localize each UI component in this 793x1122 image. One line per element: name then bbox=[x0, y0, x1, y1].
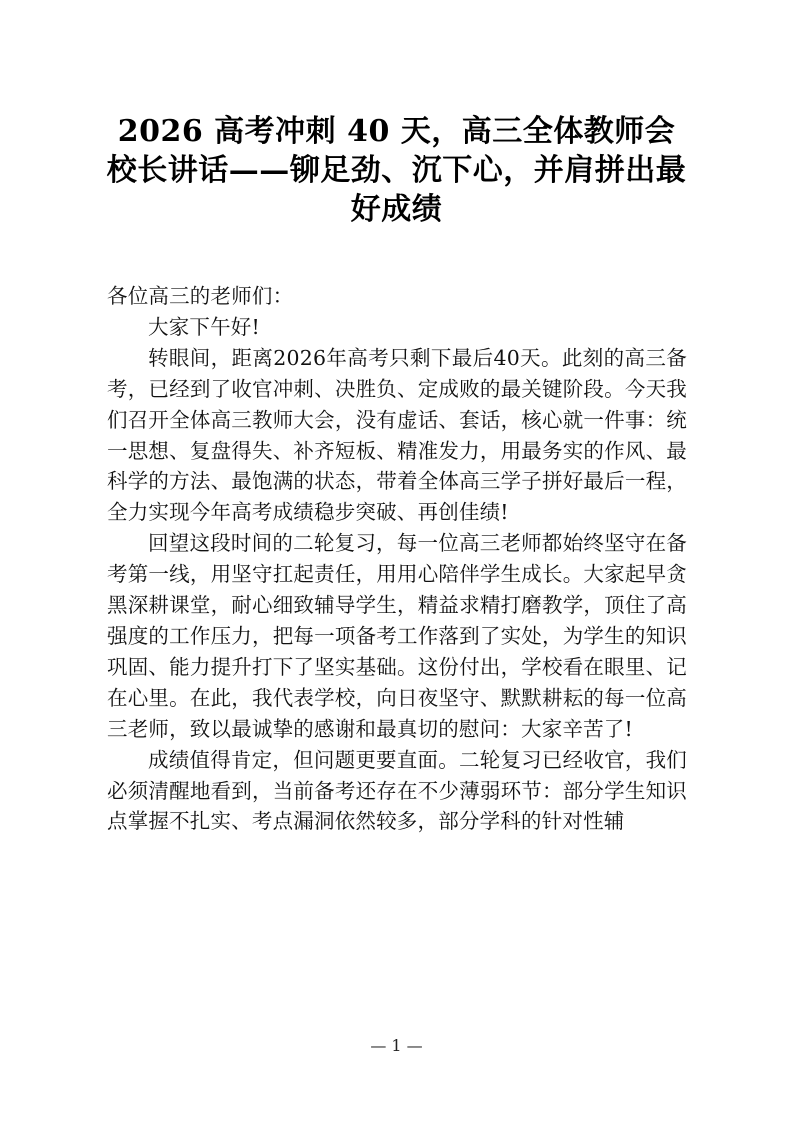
paragraph-greeting: 大家下午好! bbox=[148, 314, 260, 339]
paragraph-problems: 成绩值得肯定，但问题更要直面。二轮复习已经收官，我们必须清醒地看到，当前备考还存在不少薄弱环节：部分学生知识点掌握不扎实、考点漏洞依然较多，部分学科的针对性辅 bbox=[107, 747, 687, 834]
salutation: 各位高三的老师们： bbox=[107, 284, 294, 308]
paragraph-review: 回望这段时间的二轮复习，每一位高三老师都始终坚守在备考第一线，用坚守扛起责任，用用心陪伴学生成长。大家起早贪黑深耕课堂，耐心细致辅导学生，精益求精打磨教学，顶住了高强度的工作压力，把每一项备考工作落到了实处，为学生的知识巩固、能力提升打下了坚实基础。这份付出，学校看在眼里、记在心里。在此，我代表学校，向日夜坚守、默默耕耘的每一位高三老师，致以最诚挚的感谢和最真切的慰问：大家辛苦了! bbox=[107, 531, 687, 741]
page-number: — 1 — bbox=[370, 1036, 423, 1055]
document-title: 2026 高考冲刺 40 天，高三全体教师会校长讲话——铆足劲、沉下心，并肩拼出最好成绩 bbox=[106, 114, 687, 227]
document-body bbox=[107, 281, 687, 837]
paragraph-intro: 转眼间，距离2026年高考只剩下最后40天。此刻的高三备考，已经到了收官冲刺、决胜负、定成败的最关键阶段。今天我们召开全体高三教师大会，没有虚话、套话，核心就一件事：统一思想、复盘得失、补齐短板、精准发力，用最务实的作风、最科学的方法、最饱满的状态，带着全体高三学子拼好最后一程，全力实现今年高考成绩稳步突破、再创佳绩! bbox=[107, 345, 687, 525]
